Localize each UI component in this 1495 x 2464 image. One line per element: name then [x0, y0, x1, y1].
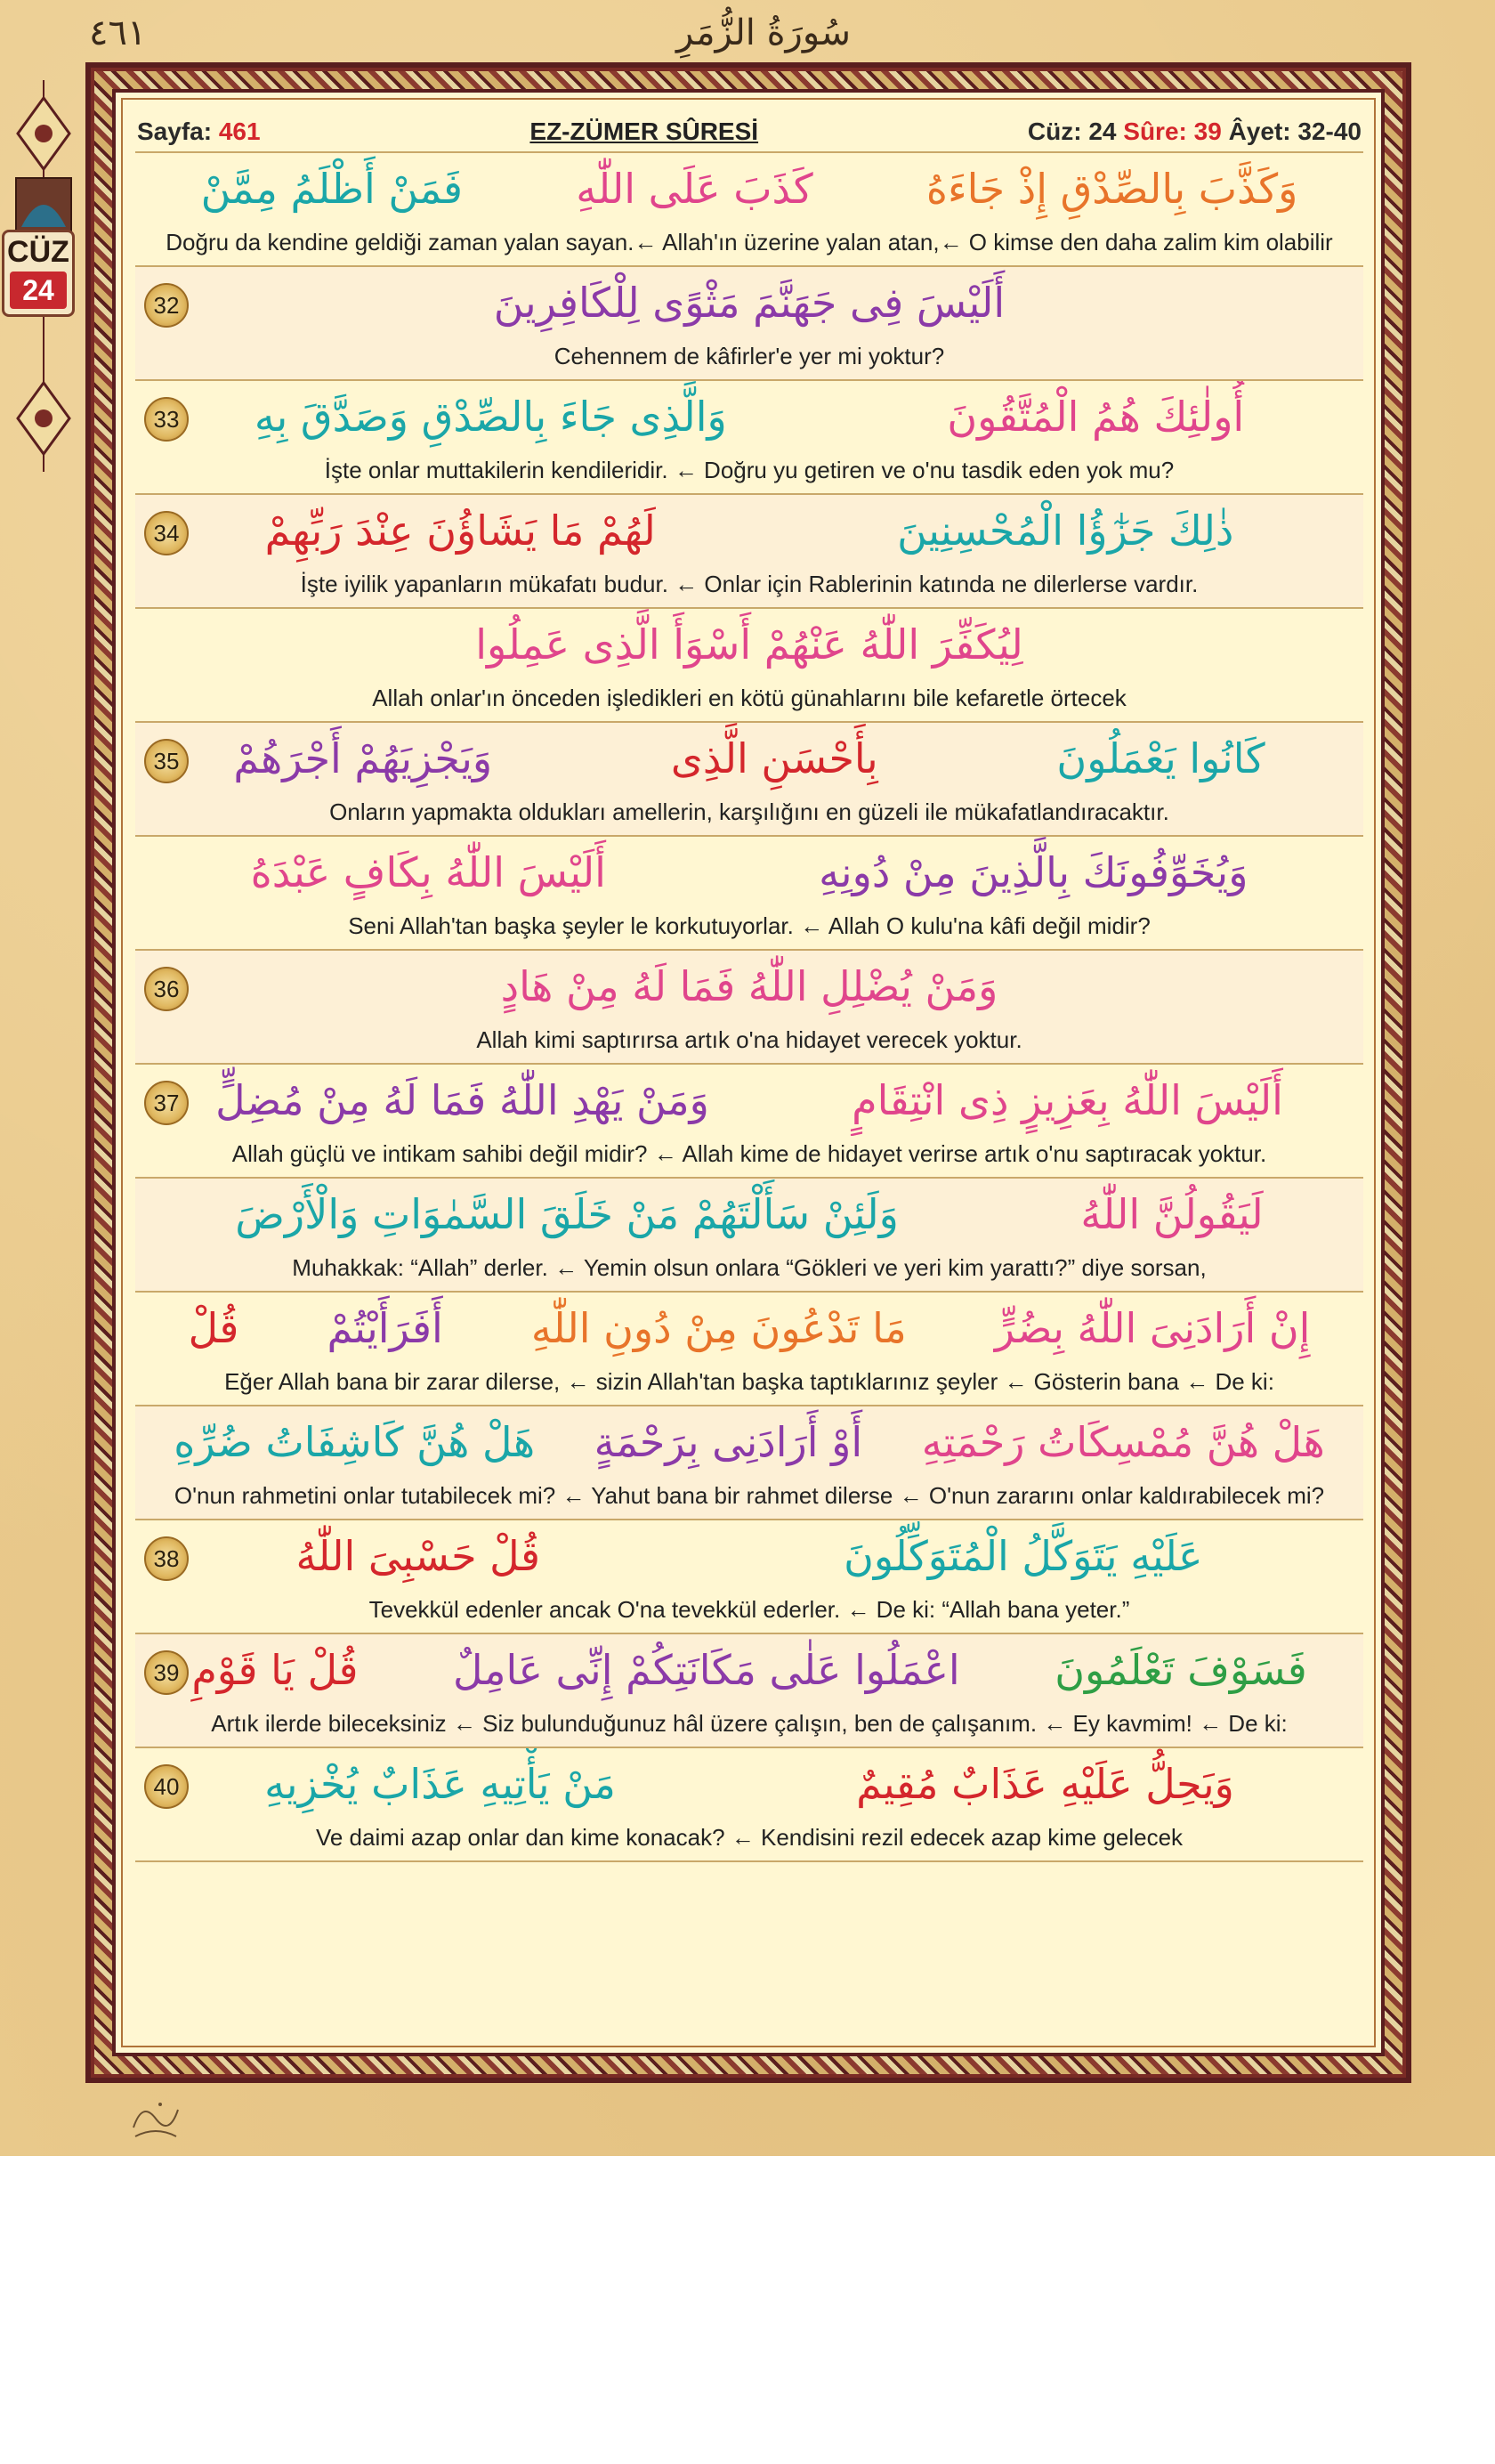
- ayah-number-badge: 40: [144, 1764, 189, 1809]
- sayfa-label: Sayfa:: [137, 118, 213, 145]
- ayah-number-badge: 39: [144, 1650, 189, 1695]
- arabic-segment: وَمَنْ يَهْدِ اللّٰهُ فَمَا لَهُ مِنْ مُضِلٍّ: [215, 1076, 709, 1124]
- sayfa-indicator: [137, 118, 261, 146]
- arabic-segment: قُلْ يَا قَوْمِ: [191, 1646, 359, 1694]
- arabic-segment: كَانُوا يَعْمَلُونَ: [1056, 734, 1265, 782]
- arabic-segment: مَا تَدْعُونَ مِنْ دُونِ اللّٰهِ: [530, 1304, 907, 1352]
- arabic-line: [135, 267, 1363, 338]
- cuz-label: Cüz: 24: [1027, 118, 1117, 145]
- verse-row: [135, 267, 1363, 381]
- arabic-line: [135, 837, 1363, 908]
- arabic-segment: وَيَحِلُّ عَلَيْهِ عَذَابٌ مُقِيمٌ: [856, 1760, 1234, 1808]
- sure-value: 39: [1193, 118, 1222, 145]
- surah-title: EZ-ZÜMER SÛRESİ: [529, 118, 759, 145]
- translation-line: Doğru da kendine geldiği zaman yalan sayan.← Allah'ın üzerine yalan atan,← O kimse den daha zalim kim olabilir: [166, 229, 1333, 255]
- arabic-segment: ذٰلِكَ جَزٰٓؤُا الْمُحْسِنِينَ: [897, 507, 1234, 555]
- arabic-segment: قُلْ حَسْبِىَ اللّٰهُ: [295, 1532, 540, 1580]
- translation-line: Eğer Allah bana bir zarar dilerse, ← sizin Allah'tan başka taptıklarınız şeyler ← Gösterin bana ← De ki:: [224, 1368, 1274, 1395]
- juz-label: CÜZ: [7, 235, 69, 269]
- page-number-arabic: ٤٦١: [89, 12, 147, 53]
- ayah-number-badge: 38: [144, 1536, 189, 1581]
- arabic-segment: وَيَجْزِيَهُمْ أَجْرَهُمْ: [233, 734, 493, 782]
- arabic-segment: قُلْ: [188, 1304, 239, 1352]
- verse-row: [135, 1065, 1363, 1179]
- arabic-segment: وَكَذَّبَ بِالصِّدْقِ إِذْ جَاءَهُ: [925, 165, 1298, 213]
- ayah-number-badge: 33: [144, 397, 189, 442]
- arabic-segment: أَوْ أَرَادَنِى بِرَحْمَةٍ: [594, 1418, 863, 1466]
- translation-line: Allah güçlü ve intikam sahibi değil midir? ← Allah kime de hidayet verirse artık o'nu saptıracak yoktur.: [231, 1140, 1267, 1167]
- arabic-line: [135, 1748, 1363, 1820]
- ayah-number-badge: 32: [144, 283, 189, 328]
- surah-name-arabic: سُورَةُ الزُّمَرِ: [676, 12, 852, 53]
- arabic-segment: مَنْ يَأْتِيهِ عَذَابٌ يُخْزِيهِ: [264, 1760, 616, 1808]
- juz-tab: [2, 230, 75, 317]
- verse-row: [135, 1179, 1363, 1293]
- page-content: [135, 112, 1363, 1862]
- arabic-line: [135, 153, 1363, 224]
- page-header: [135, 112, 1363, 153]
- arabic-segment: وَمَنْ يُضْلِلِ اللّٰهُ فَمَا لَهُ مِنْ هَادٍ: [500, 962, 998, 1010]
- juz-number: 24: [10, 272, 67, 309]
- ayah-number-badge: 36: [144, 967, 189, 1011]
- verse-row: [135, 609, 1363, 723]
- verse-list: [135, 153, 1363, 1862]
- verse-row: [135, 1293, 1363, 1406]
- translation-line: O'nun rahmetini onlar tutabilecek mi? ← Yahut bana bir rahmet dilerse ← O'nun zararını onlar kaldırabilecek mi?: [174, 1482, 1325, 1509]
- arabic-segment: أَلَيْسَ فِى جَهَنَّمَ مَثْوًى لِلْكَافِرِينَ: [493, 279, 1006, 327]
- translation-line: Artık ilerde bileceksiniz ← Siz bulunduğunuz hâl üzere çalışın, ben de çalışanım. ← Ey kavmim! ← De ki:: [211, 1710, 1288, 1737]
- arabic-segment: أَلَيْسَ اللّٰهُ بِعَزِيزٍ ذِى انْتِقَامٍ: [852, 1076, 1283, 1124]
- arabic-line: [135, 495, 1363, 566]
- verse-row: [135, 1520, 1363, 1634]
- verse-row: [135, 837, 1363, 951]
- translation-line: Ve daimi azap onlar dan kime konacak? ← Kendisini rezil edecek azap kime gelecek: [315, 1824, 1184, 1851]
- arabic-line: [135, 1634, 1363, 1706]
- arabic-segment: فَسَوْفَ تَعْلَمُونَ: [1055, 1646, 1307, 1694]
- arabic-line: [135, 1179, 1363, 1250]
- arabic-segment: إِنْ أَرَادَنِىَ اللّٰهُ بِضُرٍّ: [994, 1304, 1311, 1352]
- arabic-segment: هَلْ هُنَّ كَاشِفَاتُ ضُرِّهِ: [174, 1418, 536, 1466]
- arabic-segment: أَلَيْسَ اللّٰهُ بِكَافٍ عَبْدَهُ: [250, 848, 606, 896]
- translation-line: Allah onlar'ın önceden işledikleri en kötü günahlarını bile kefaretle örtecek: [372, 685, 1127, 711]
- arabic-segment: لَهُمْ مَا يَشَاؤُنَ عِنْدَ رَبِّهِمْ: [264, 507, 656, 555]
- arabic-segment: وَالَّذِى جَاءَ بِالصِّدْقِ وَصَدَّقَ بِهِ: [254, 393, 727, 441]
- verse-row: [135, 951, 1363, 1065]
- translation-line: Cehennem de kâfirler'e yer mi yoktur?: [554, 343, 945, 369]
- ayah-number-badge: 35: [144, 739, 189, 783]
- arabic-segment: لَيَقُولُنَّ اللّٰهُ: [1080, 1190, 1264, 1238]
- ayet-value: 32-40: [1297, 118, 1362, 145]
- arabic-segment: هَلْ هُنَّ مُمْسِكَاتُ رَحْمَتِهِ: [921, 1418, 1325, 1466]
- arabic-segment: عَلَيْهِ يَتَوَكَّلُ الْمُتَوَكِّلُونَ: [844, 1532, 1203, 1580]
- translation-line: İşte onlar muttakilerin kendileridir. ← Doğru yu getiren ve o'nu tasdik eden yok mu?: [324, 457, 1175, 483]
- verse-row: [135, 495, 1363, 609]
- arabic-segment: كَذَبَ عَلَى اللّٰهِ: [576, 165, 813, 213]
- sure-label: Sûre:: [1123, 118, 1187, 145]
- translation-line: Onların yapmakta oldukları amellerin, karşılığını en güzeli ile mükafatlandıracaktır.: [329, 798, 1169, 825]
- arabic-segment: فَمَنْ أَظْلَمُ مِمَّنْ: [200, 165, 463, 213]
- arabic-line: [135, 381, 1363, 452]
- ayah-number-badge: 37: [144, 1081, 189, 1125]
- arabic-line: [135, 1520, 1363, 1592]
- arabic-segment: اعْمَلُوا عَلٰى مَكَانَتِكُمْ إِنِّى عَامِلٌ: [452, 1646, 960, 1694]
- verse-row: [135, 723, 1363, 837]
- arabic-line: [135, 1293, 1363, 1364]
- arabic-segment: لِيُكَفِّرَ اللّٰهُ عَنْهُمْ أَسْوَأَ الَّذِى عَمِلُوا: [475, 620, 1023, 669]
- arabic-segment: وَيُخَوِّفُونَكَ بِالَّذِينَ مِنْ دُونِهِ: [819, 848, 1249, 896]
- translation-line: İşte iyilik yapanların mükafatı budur. ← Onlar için Rablerinin katında ne dilerlerse vardır.: [300, 571, 1199, 597]
- translation-line: Allah kimi saptırırsa artık o'na hidayet verecek yoktur.: [476, 1026, 1022, 1053]
- arabic-segment: أُولٰئِكَ هُمُ الْمُتَّقُونَ: [947, 393, 1245, 441]
- verse-row: [135, 1748, 1363, 1862]
- verse-row: [135, 153, 1363, 267]
- verse-row: [135, 1634, 1363, 1748]
- sayfa-value: 461: [218, 118, 261, 145]
- arabic-segment: أَفَرَأَيْتُمْ: [327, 1304, 443, 1352]
- arabic-segment: بِأَحْسَنِ الَّذِى: [670, 734, 878, 782]
- arabic-line: [135, 609, 1363, 680]
- arabic-line: [135, 951, 1363, 1022]
- arabic-segment: وَلَئِنْ سَأَلْتَهُمْ مَنْ خَلَقَ السَّمٰوَاتِ وَالْأَرْضَ: [235, 1190, 899, 1238]
- calligrapher-signature: [125, 2092, 187, 2145]
- arabic-line: [135, 723, 1363, 794]
- translation-line: Tevekkül edenler ancak O'na tevekkül ederler. ← De ki: “Allah bana yeter.”: [368, 1596, 1130, 1623]
- arabic-line: [135, 1406, 1363, 1478]
- translation-line: Seni Allah'tan başka şeyler le korkutuyorlar. ← Allah O kulu'na kâfi değil midir?: [348, 912, 1151, 939]
- arabic-line: [135, 1065, 1363, 1136]
- ayet-label: Âyet:: [1228, 118, 1291, 145]
- verse-row: [135, 1406, 1363, 1520]
- translation-line: Muhakkak: “Allah” derler. ← Yemin olsun onlara “Gökleri ve yeri kim yarattı?” diye sorsan,: [292, 1254, 1207, 1281]
- verse-row: [135, 381, 1363, 495]
- ayah-number-badge: 34: [144, 511, 189, 555]
- location-indicator: [1028, 118, 1362, 146]
